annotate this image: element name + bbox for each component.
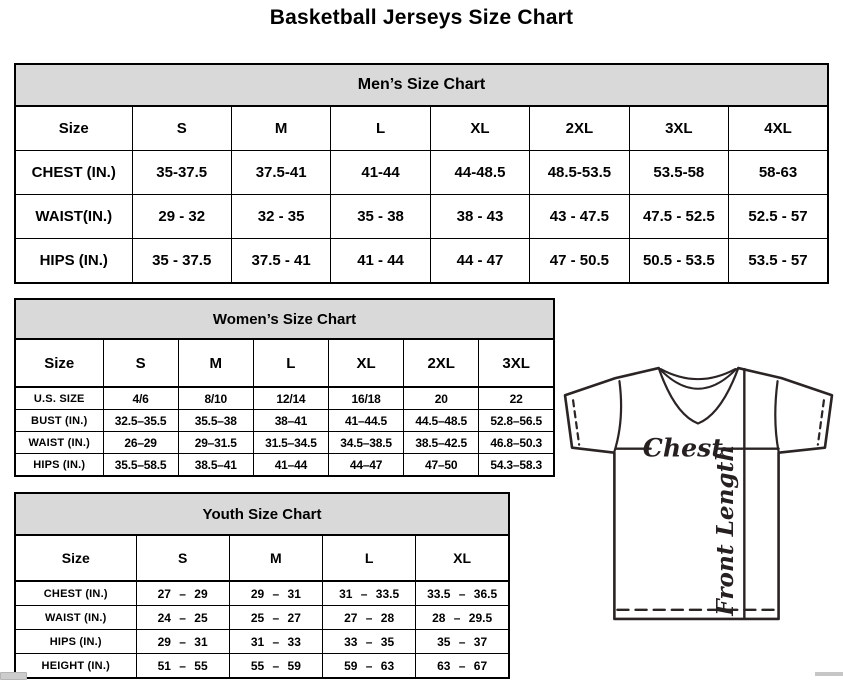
column-header: S bbox=[132, 106, 231, 151]
column-header: L bbox=[323, 535, 416, 581]
table-row bbox=[15, 606, 509, 630]
size-value-cell: 20 bbox=[404, 387, 479, 410]
row-label: CHEST (IN.) bbox=[15, 581, 136, 606]
size-value-cell: 22 bbox=[479, 387, 554, 410]
column-header: M bbox=[231, 106, 330, 151]
mens-size-chart-table bbox=[14, 63, 829, 284]
womens-size-chart-table bbox=[14, 298, 555, 477]
size-value-cell: 48.5-53.5 bbox=[530, 151, 629, 195]
size-value-cell: 33.5 – 36.5 bbox=[416, 581, 509, 606]
column-header: S bbox=[103, 339, 178, 387]
size-value-cell: 46.8–50.3 bbox=[479, 432, 554, 454]
column-header: XL bbox=[328, 339, 403, 387]
size-value-cell: 34.5–38.5 bbox=[328, 432, 403, 454]
row-label: WAIST (IN.) bbox=[15, 606, 136, 630]
size-value-cell: 38.5–41 bbox=[178, 454, 253, 477]
size-value-cell: 52.5 - 57 bbox=[729, 195, 828, 239]
size-value-cell: 27 – 28 bbox=[323, 606, 416, 630]
size-value-cell: 41–44.5 bbox=[328, 410, 403, 432]
size-value-cell: 52.8–56.5 bbox=[479, 410, 554, 432]
size-value-cell: 38 - 43 bbox=[430, 195, 529, 239]
size-value-cell: 32.5–35.5 bbox=[103, 410, 178, 432]
size-value-cell: 27 – 29 bbox=[136, 581, 229, 606]
size-value-cell: 29 - 32 bbox=[132, 195, 231, 239]
size-value-cell: 41 - 44 bbox=[331, 239, 430, 284]
table-title-band: Women’s Size Chart bbox=[15, 299, 554, 339]
size-value-cell: 51 – 55 bbox=[136, 654, 229, 679]
size-value-cell: 24 – 25 bbox=[136, 606, 229, 630]
row-label: WAIST (IN.) bbox=[15, 432, 103, 454]
size-value-cell: 59 – 63 bbox=[323, 654, 416, 679]
size-value-cell: 26–29 bbox=[103, 432, 178, 454]
jersey-measurement-diagram bbox=[562, 364, 836, 628]
size-value-cell: 37.5 - 41 bbox=[231, 239, 330, 284]
table-row bbox=[15, 454, 554, 477]
chest-label: Chest bbox=[642, 432, 723, 463]
size-value-cell: 63 – 67 bbox=[416, 654, 509, 679]
row-label: WAIST(IN.) bbox=[15, 195, 132, 239]
size-value-cell: 32 - 35 bbox=[231, 195, 330, 239]
column-header: S bbox=[136, 535, 229, 581]
size-value-cell: 44-48.5 bbox=[430, 151, 529, 195]
column-header: L bbox=[331, 106, 430, 151]
table-row bbox=[15, 387, 554, 410]
row-label: HIPS (IN.) bbox=[15, 630, 136, 654]
jersey-body-outline bbox=[565, 368, 832, 619]
table-row bbox=[15, 432, 554, 454]
jersey-outline-icon bbox=[562, 364, 836, 628]
size-value-cell: 25 – 27 bbox=[229, 606, 322, 630]
column-header: Size bbox=[15, 535, 136, 581]
size-value-cell: 31 – 33 bbox=[229, 630, 322, 654]
size-value-cell: 53.5 - 57 bbox=[729, 239, 828, 284]
size-value-cell: 47 - 50.5 bbox=[530, 239, 629, 284]
column-header: L bbox=[253, 339, 328, 387]
column-header: 2XL bbox=[404, 339, 479, 387]
size-value-cell: 12/14 bbox=[253, 387, 328, 410]
size-value-cell: 41-44 bbox=[331, 151, 430, 195]
size-value-cell: 37.5-41 bbox=[231, 151, 330, 195]
size-value-cell: 28 – 29.5 bbox=[416, 606, 509, 630]
row-label: HIPS (IN.) bbox=[15, 454, 103, 477]
jersey-collar bbox=[659, 368, 739, 423]
size-value-cell: 58-63 bbox=[729, 151, 828, 195]
table-row bbox=[15, 151, 828, 195]
size-value-cell: 38–41 bbox=[253, 410, 328, 432]
column-header: XL bbox=[416, 535, 509, 581]
size-value-cell: 35 – 37 bbox=[416, 630, 509, 654]
scrollbar-fragment[interactable] bbox=[815, 672, 843, 676]
size-value-cell: 41–44 bbox=[253, 454, 328, 477]
size-value-cell: 35.5–38 bbox=[178, 410, 253, 432]
page-title: Basketball Jerseys Size Chart bbox=[269, 6, 574, 29]
size-value-cell: 16/18 bbox=[328, 387, 403, 410]
size-value-cell: 29 – 31 bbox=[136, 630, 229, 654]
column-header: 2XL bbox=[530, 106, 629, 151]
table-row bbox=[15, 195, 828, 239]
size-value-cell: 8/10 bbox=[178, 387, 253, 410]
size-value-cell: 44–47 bbox=[328, 454, 403, 477]
size-value-cell: 31 – 33.5 bbox=[323, 581, 416, 606]
youth-size-chart-table bbox=[14, 492, 510, 679]
size-value-cell: 43 - 47.5 bbox=[530, 195, 629, 239]
table-row bbox=[15, 630, 509, 654]
size-value-cell: 35 - 37.5 bbox=[132, 239, 231, 284]
size-value-cell: 55 – 59 bbox=[229, 654, 322, 679]
size-value-cell: 44.5–48.5 bbox=[404, 410, 479, 432]
size-value-cell: 54.3–58.3 bbox=[479, 454, 554, 477]
row-label: HEIGHT (IN.) bbox=[15, 654, 136, 679]
row-label: BUST (IN.) bbox=[15, 410, 103, 432]
size-value-cell: 33 – 35 bbox=[323, 630, 416, 654]
column-header: 3XL bbox=[479, 339, 554, 387]
column-header: M bbox=[178, 339, 253, 387]
table-row bbox=[15, 239, 828, 284]
table-row bbox=[15, 581, 509, 606]
size-value-cell: 31.5–34.5 bbox=[253, 432, 328, 454]
size-value-cell: 35-37.5 bbox=[132, 151, 231, 195]
size-value-cell: 53.5-58 bbox=[629, 151, 728, 195]
size-value-cell: 44 - 47 bbox=[430, 239, 529, 284]
row-label: CHEST (IN.) bbox=[15, 151, 132, 195]
front-length-label: Front Length bbox=[712, 444, 740, 616]
size-value-cell: 47.5 - 52.5 bbox=[629, 195, 728, 239]
table-row bbox=[15, 654, 509, 679]
table-title-band: Youth Size Chart bbox=[15, 493, 509, 535]
size-value-cell: 35.5–58.5 bbox=[103, 454, 178, 477]
size-value-cell: 50.5 - 53.5 bbox=[629, 239, 728, 284]
column-header: M bbox=[229, 535, 322, 581]
size-value-cell: 29–31.5 bbox=[178, 432, 253, 454]
column-header: 3XL bbox=[629, 106, 728, 151]
column-header: XL bbox=[430, 106, 529, 151]
table-title-band: Men’s Size Chart bbox=[15, 64, 828, 106]
column-header: 4XL bbox=[729, 106, 828, 151]
column-header: Size bbox=[15, 339, 103, 387]
column-header: Size bbox=[15, 106, 132, 151]
size-value-cell: 29 – 31 bbox=[229, 581, 322, 606]
size-value-cell: 4/6 bbox=[103, 387, 178, 410]
size-value-cell: 35 - 38 bbox=[331, 195, 430, 239]
size-value-cell: 38.5–42.5 bbox=[404, 432, 479, 454]
table-row bbox=[15, 410, 554, 432]
row-label: HIPS (IN.) bbox=[15, 239, 132, 284]
row-label: U.S. SIZE bbox=[15, 387, 103, 410]
size-value-cell: 47–50 bbox=[404, 454, 479, 477]
